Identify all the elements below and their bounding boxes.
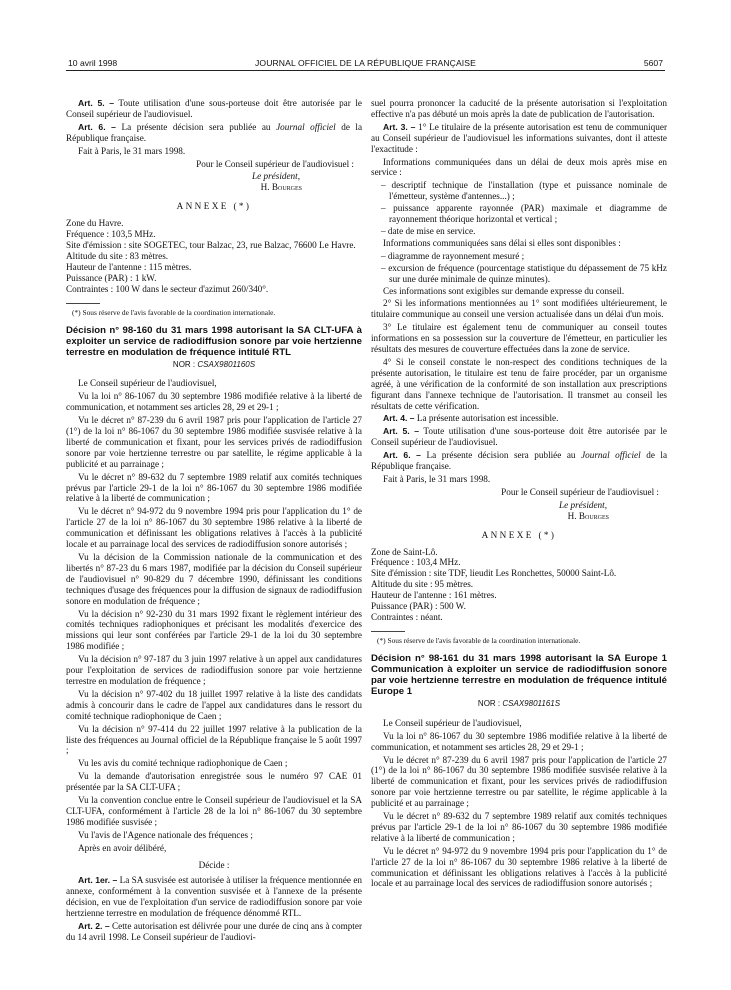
info-heading: Informations communiquées sans délai si elles sont disponibles : [383,237,621,248]
decides-heading: Décide : [198,859,230,870]
journal-officiel-ref: Journal officiel [581,450,641,461]
right-column [371,98,667,891]
article-label: Art. 3. – [383,121,416,132]
signatory-name: H. Bourges [260,182,302,193]
recital-paragraph: Vu la décision n° 97-414 du 22 juillet 1997 relative à la publication de la liste des fréquences au Journal officiel de la République française le 5 août 1997 ; [66,723,362,756]
signatory-title: Le président, [252,171,300,182]
done-at: Fait à Paris, le 31 mars 1998. [383,474,491,484]
annex-line: Hauteur de l'antenne : 161 mètres. [371,590,497,601]
article-5 [371,426,667,448]
list-item: – date de mise en service. [381,225,476,236]
recital-paragraph: Vu la loi n° 86-1067 du 30 septembre 1986 modifiée relative à la liberté de communication, et notamment ses articles 28, 29 et 29-1 ; [371,730,667,752]
article-text: La présente décision sera publiée au [121,121,271,132]
article-6 [371,450,667,472]
recital-paragraph: Vu le décret n° 94-972 du 9 novembre 1994 pris pour l'application du 1° de l'article 27 de la loi n° 86-1067 du 30 septembre 1986 relative à la liberté de communication et définissant les obligations relatives à l'accès à la publicité locale et au parrainage local des services de radiodiffusion sonore autorisés ; [371,845,667,889]
decision-body [371,718,667,890]
paragraph: 4° Si le conseil constate le non-respect des conditions techniques de la présente autorisation, le titulaire est tenu de faire procéder, par un organisme agréé, à une vérification de la conformité de son installation aux prescriptions figurant dans l'annexe technique de l'autorisation. Il transmet au conseil les résultats de cette vérification. [371,356,667,411]
decision-body [66,378,362,853]
decision-title: Décision n° 98-161 du 31 mars 1998 autorisant la SA Europe 1 Communication à exploiter un service de radiodiffusion sonore par voie hertzienne terrestre en modulation de fréquence intitulé Europe 1 [371,652,667,697]
recital-paragraph: Après en avoir délibéré, [78,842,167,853]
info-list [371,180,667,237]
annex-list [66,218,362,294]
recital-paragraph: Le Conseil supérieur de l'audiovisuel, [383,717,522,728]
header-rule [66,70,665,71]
recital-paragraph: Vu les avis du comité technique radiophonique de Caen ; [78,758,288,769]
list-item: – excursion de fréquence (pourcentage statistique du dépassement de 75 kHz sur une durée minimale de quinze minutes). [381,262,667,284]
annex-line: Altitude du site : 83 mètres. [66,250,169,261]
nor-reference [371,699,667,710]
nor-label: NOR : [477,698,501,708]
recital-paragraph: Vu la demande d'autorisation enregistrée sous le numéro 97 CAE 01 présentée par la SA CLT-UFA ; [66,771,362,793]
nor-reference [66,360,362,371]
annex-line: Zone de Saint-Lô. [371,546,438,557]
paragraph: Ces informations sont exigibles sur demande expresse du conseil. [383,285,625,296]
signatory-name: H. Bourges [567,510,609,521]
recital-paragraph: Vu le décret n° 87-239 du 6 avril 1987 pris pour l'application de l'article 27 (1°) de la loi n° 86-1067 du 30 septembre 1986 modifiée susvisée relative à la liberté de communication et fixant, pour les services privés de radiodiffusion sonore par voie hertzienne terrestre ou par satellite, le régime applicable à la publicité et au parrainage ; [371,754,667,809]
recital-paragraph: Vu la loi n° 86-1067 du 30 septembre 1986 modifiée relative à la liberté de communication, et notamment ses articles 28, 29 et 29-1 ; [66,391,362,413]
footnote: (*) Sous réserve de l'avis favorable de la coordination internationale. [377,635,581,645]
article-text: La présente autorisation est incessible. [416,413,559,424]
article-text: de la République française. [66,121,363,143]
recital-paragraph: Vu le décret n° 94-972 du 9 novembre 1994 pris pour l'application du 1° de l'article 27 de la loi n° 86-1067 du 30 septembre 1986 relative à la liberté de communication et définissant les obligations relatives à l'accès à la publicité locale et au parrainage local des services de radiodiffusion sonore autorisés ; [66,506,362,550]
recital-paragraph: Vu l'avis de l'Agence nationale des fréquences ; [78,829,253,840]
footnote-rule [66,303,100,304]
continued-text: suel pourra prononcer la caducité de la présente autorisation si l'exploitation effective n'a pas débuté un mois après la date de publication de l'autorisation. [371,98,667,119]
info-heading: Informations communiquées dans un délai de deux mois après mise en service : [371,156,667,178]
signatory-line: Pour le Conseil supérieur de l'audiovisuel : [196,158,354,169]
annex-line: Contraintes : 100 W dans le secteur d'azimut 260/340°. [66,283,269,294]
annex-line: Fréquence : 103,4 MHz. [371,557,461,568]
annex-heading: ANNEXE (*) [176,201,252,212]
annex-line: Zone du Havre. [66,218,124,229]
article-3 [371,122,667,155]
article-text: Toute utilisation d'une sous-porteuse doit être autorisée par le Conseil supérieur de l'audiovisuel. [66,98,362,119]
article-4 [371,413,667,424]
header-page-number: 5607 [643,58,663,68]
nor-code: CSAX9801160S [197,359,256,369]
list-item: – diagramme de rayonnement mesuré ; [381,250,525,261]
journal-officiel-ref: Journal officiel [276,121,336,132]
article-1 [66,875,362,919]
article-label: Art. 1er. – [78,875,118,886]
footnote-rule [371,631,405,632]
recital-paragraph: Vu le décret n° 89-632 du 7 septembre 1989 relatif aux comités techniques prévus par l'article 29-1 de la loi n° 86-1067 du 30 septembre 1986 modifiée relative à la liberté de communication ; [66,471,362,504]
article-6 [66,122,362,144]
annex-line: Altitude du site : 95 mètres. [371,579,474,590]
article-label: Art. 4. – [383,413,415,424]
decision-title: Décision n° 98-160 du 31 mars 1998 autorisant la SA CLT-UFA à exploiter un service de radiodiffusion sonore par voie hertzienne terrestre en modulation de fréquence intitulé RTL [66,324,362,358]
annex-line: Site d'émission : site SOGETEC, tour Balzac, 23, rue Balzac, 76600 Le Havre. [66,239,356,250]
info-list [371,251,667,285]
recital-paragraph: Vu la décision n° 97-402 du 18 juillet 1997 relative à la liste des candidats admis à concourir dans le cadre de l'appel aux candidatures dans le ressort du comité technique radiophonique de Caen ; [66,688,362,721]
annex-line: Hauteur de l'antenne : 115 mètres. [66,261,192,272]
list-item: – descriptif technique de l'installation (type et puissance nominale de l'émetteur, système d'antennes...) ; [381,180,667,202]
annex-line: Site d'émission : site TDF, lieudit Les Ronchettes, 50000 Saint-Lô. [371,568,617,579]
article-text: de la République française. [371,450,668,472]
footnote: (*) Sous réserve de l'avis favorable de la coordination internationale. [72,307,276,317]
recital-paragraph: Vu la décision de la Commission nationale de la communication et des libertés n° 87-23 du 6 mars 1987, modifiée par la décision du Conseil supérieur de l'audiovisuel n° 90-829 du 7 décembre 1990, définissant les conditions techniques d'usage des fréquences pour la diffusion de signaux de radiodiffusion sonore en modulation de fréquence ; [66,552,362,606]
article-text: Toute utilisation d'une sous-porteuse doit être autorisée par le Conseil supérieur de l'audiovisuel. [371,426,667,448]
recital-paragraph: Vu la décision n° 92-230 du 31 mars 1992 fixant le règlement intérieur des comités techniques radiophoniques et précisant les modalités d'exercice des missions qui leur sont conférées par l'article 29-1 de la loi du 30 septembre 1986 modifiée ; [66,608,362,652]
recital-paragraph: Le Conseil supérieur de l'audiovisuel, [78,378,217,389]
article-text: Cette autorisation est délivrée pour une durée de cinq ans à compter du 14 avril 1998. Le Conseil supérieur de l'audiovi- [66,921,363,942]
header-title: JOURNAL OFFICIEL DE LA RÉPUBLIQUE FRANÇAISE [255,58,476,68]
article-2 [66,921,362,943]
article-5 [66,98,362,120]
paragraph: 3° Le titulaire est également tenu de communiquer au conseil toutes informations en sa possession sur la couverture de l'émetteur, en particulier les résultats des mesures de couverture effectuées dans la zone de service. [371,322,667,355]
recital-paragraph: Vu la convention conclue entre le Conseil supérieur de l'audiovisuel et la SA CLT-UFA, conformément à l'article 28 de la loi n° 86-1067 du 30 septembre 1986 modifiée susvisée ; [66,795,362,827]
done-at: Fait à Paris, le 31 mars 1998. [78,145,186,156]
annex-line: Contraintes : néant. [371,611,443,622]
annex-line: Puissance (PAR) : 1 kW. [66,272,157,283]
recital-paragraph: Vu le décret n° 89-632 du 7 septembre 1989 relatif aux comités techniques prévus par l'article 29-1 de la loi n° 86-1067 du 30 septembre 1986 modifiée relative à la liberté de communication ; [371,811,667,843]
article-text: 1° Le titulaire de la présente autorisation est tenu de communiquer au Conseil supérieur de l'audiovisuel les informations suivantes, dont il atteste l'exactitude : [371,121,668,154]
annex-list [371,547,667,623]
article-label: Art. 5. – [383,426,420,437]
list-item: – puissance apparente rayonnée (PAR) maximale et diagramme de rayonnement théorique horizontal et vertical ; [381,203,667,225]
recital-paragraph: Vu la décision n° 97-187 du 3 juin 1997 relative à un appel aux candidatures pour l'exploitation de services de radiodiffusion sonore par voie hertzienne terrestre en modulation de fréquence ; [66,654,362,686]
signatory-line: Pour le Conseil supérieur de l'audiovisuel : [501,486,659,497]
nor-code: CSAX9801161S [502,698,561,708]
article-label: Art. 2. – [78,921,110,932]
article-label: Art. 5. – [78,98,115,108]
recital-paragraph: Vu le décret n° 87-239 du 6 avril 1987 pris pour l'application de l'article 27 (1°) de la loi n° 86-1067 du 30 septembre 1986 modifiée susvisée relative à la liberté de communication et fixant, pour les services privés de radiodiffusion sonore par voie hertzienne terrestre ou par satellite, le régime applicable à la publicité et au parrainage ; [66,415,362,469]
article-label: Art. 6. – [78,121,116,132]
article-text: La présente décision sera publiée au [426,450,576,461]
annex-line: Fréquence : 103,5 MHz. [66,229,156,240]
left-column [66,98,362,945]
signatory-title: Le président, [559,499,607,510]
article-text: La SA susvisée est autorisée à utiliser la fréquence mentionnée en annexe, conformément à la convention susvisée et à l'annexe de la présente décision, en vue de l'exploitation d'un service de radiodiffusion sonore par voie hertzienne terrestre en modulation de fréquence dénommé RTL. [66,875,363,919]
annex-line: Puissance (PAR) : 500 W. [371,601,466,612]
article-label: Art. 6. – [383,450,421,461]
paragraph: 2° Si les informations mentionnées au 1° sont modifiées ultérieurement, le titulaire communique au conseil une version actualisée dans un délai d'un mois. [371,298,667,320]
annex-heading: ANNEXE (*) [481,529,557,540]
nor-label: NOR : [172,359,196,369]
header-date: 10 avril 1998 [68,58,118,68]
